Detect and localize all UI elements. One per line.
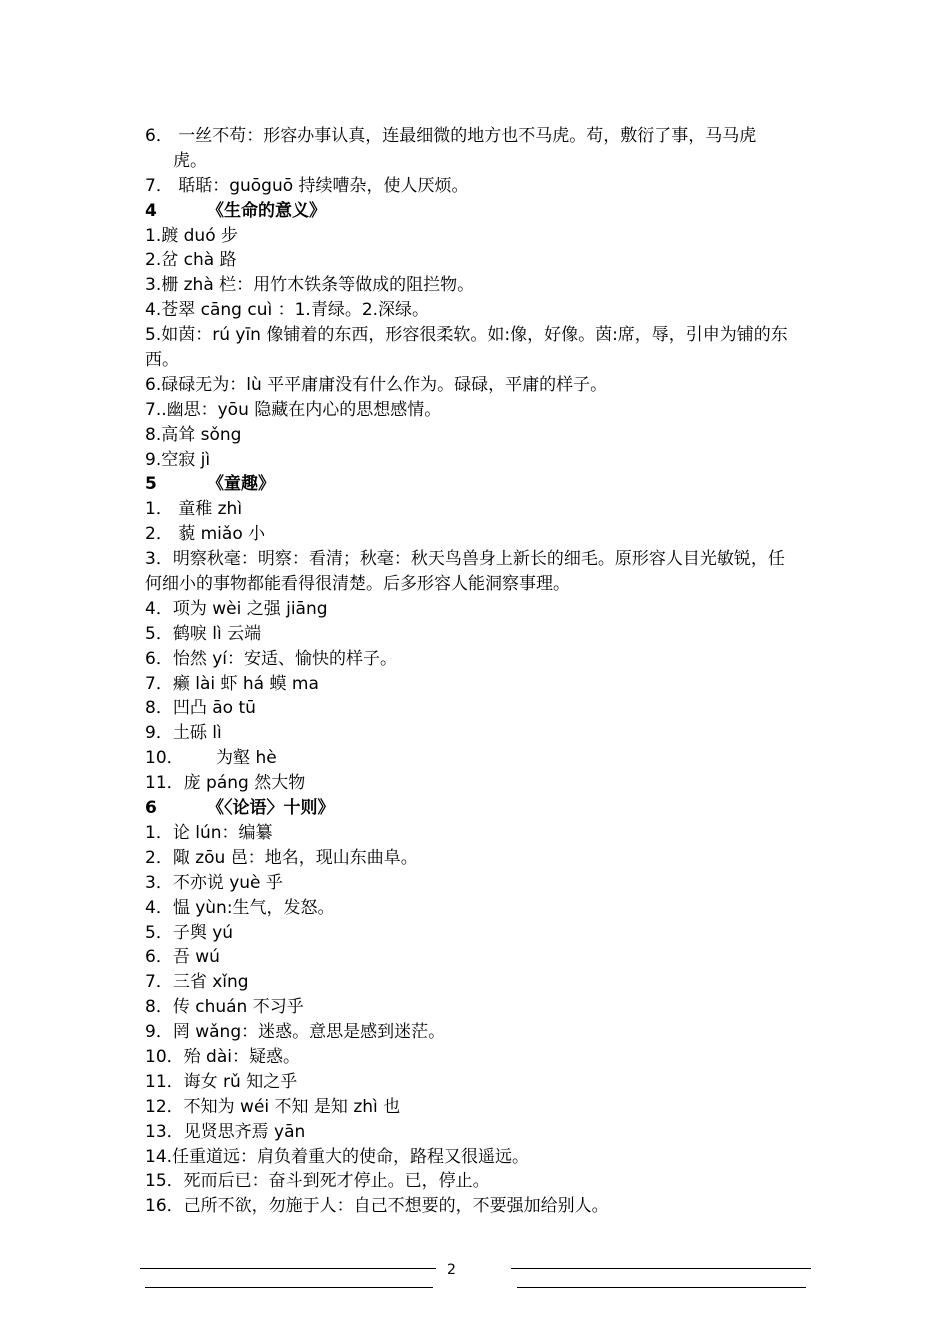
section-heading	[145, 472, 825, 497]
footer-rule-right-top	[511, 1268, 811, 1269]
entry-line: 3.栅 zhà 栏：用竹木铁条等做成的阻拦物。	[145, 275, 475, 296]
entry-line: 2．陬 zōu 邑：地名，现山东曲阜。	[145, 847, 418, 868]
entry-line: 6． 一丝不苟：形容办事认真，连最细微的地方也不马虎。苟，敷衍了事，马马虎	[145, 126, 757, 146]
section-heading	[145, 796, 825, 821]
entry-continuation: 虎。	[173, 150, 207, 171]
section-number: 6	[145, 798, 157, 819]
entry-line: 12．不知为 wéi 不知 是知 zhì 也	[145, 1096, 401, 1117]
entry-line: 1.踱 duó 步	[145, 225, 238, 246]
entry-line: 7．三省 xǐng	[145, 972, 249, 993]
document-body	[145, 124, 825, 1219]
entry-line: 10．殆 dài：疑惑。	[145, 1046, 300, 1067]
section-title: 《生命的意义》	[207, 200, 326, 221]
entry-line: 3．明察秋毫：明察：看清；秋毫：秋天鸟兽身上新长的细毛。原形容人目光敏锐，任	[145, 549, 785, 570]
entry-line: 13．见贤思齐焉 yān	[145, 1121, 306, 1142]
entry-line: 5.如茵：rú yīn 像铺着的东西，形容很柔软。如:像，好像。茵:席，辱，引申为铺的东	[145, 325, 788, 346]
entry-line: 7． 聒聒：guōguō 持续嘈杂，使人厌烦。	[145, 175, 469, 196]
entry-line: 6．吾 wú	[145, 947, 220, 968]
entry-line: 8．凹凸 āo tū	[145, 698, 256, 719]
entry-line: 14.任重道远：肩负着重大的使命，路程又很遥远。	[145, 1146, 530, 1167]
entry-line: 7．癞 lài 虾 há 蟆 ma	[145, 673, 319, 694]
entry-line: 7..幽思：yōu 隐藏在内心的思想感情。	[145, 399, 442, 420]
footer-rule-right-bottom	[517, 1287, 806, 1288]
entry-line: 9.空寂 jì	[145, 449, 211, 470]
entry-continuation: 何细小的事物都能看得很清楚。后多形容人能洞察事理。	[145, 574, 570, 595]
entry-line: 9．罔 wǎng：迷惑。意思是感到迷茫。	[145, 1022, 446, 1043]
entry-line: 16．己所不欲，勿施于人：自己不想要的，不要强加给别人。	[145, 1196, 609, 1217]
entry-line: 11．诲女 rǔ 知之乎	[145, 1071, 298, 1092]
entry-line: 5．子舆 yú	[145, 922, 234, 943]
entry-line: 2． 藐 miǎo 小	[145, 524, 266, 545]
entry-line: 6．怡然 yí：安适、愉快的样子。	[145, 648, 398, 669]
entry-line: 1． 童稚 zhì	[145, 499, 243, 520]
entry-line: 2.岔 chà 路	[145, 250, 237, 271]
entry-line: 9．土砾 lì	[145, 723, 222, 744]
entry-line: 15．死而后已：奋斗到死才停止。已，停止。	[145, 1171, 490, 1192]
section-title: 《〈论语〉十则》	[207, 798, 335, 819]
entry-line: 4.苍翠 cāng cuì ：1.青绿。2.深绿。	[145, 300, 430, 321]
entry-line: 4．愠 yùn:生气，发怒。	[145, 897, 335, 918]
entry-line: 6.碌碌无为：lù 平平庸庸没有什么作为。碌碌，平庸的样子。	[145, 374, 608, 395]
entry-line: 5．鹤唳 lì 云端	[145, 623, 262, 644]
footer-rule-left-bottom	[145, 1287, 433, 1288]
entry-line: 4．项为 wèi 之强 jiāng	[145, 598, 328, 619]
entry-line: 8．传 chuán 不习乎	[145, 997, 304, 1018]
entry-line: 1．论 lún：编纂	[145, 822, 273, 843]
section-title: 《童趣》	[207, 474, 275, 495]
entry-continuation: 西。	[145, 350, 179, 371]
entry-line: 11．庞 páng 然大物	[145, 773, 306, 794]
section-heading	[145, 199, 825, 224]
footer-rule-left-top	[140, 1268, 436, 1269]
page-number: 2	[447, 1262, 456, 1278]
section-number: 4	[145, 200, 157, 221]
entry-line: 10． 为壑 hè	[145, 748, 277, 769]
entry-line: 8.高耸 sǒng	[145, 424, 242, 445]
entry-line: 3．不亦说 yuè 乎	[145, 872, 283, 893]
section-number: 5	[145, 474, 157, 495]
